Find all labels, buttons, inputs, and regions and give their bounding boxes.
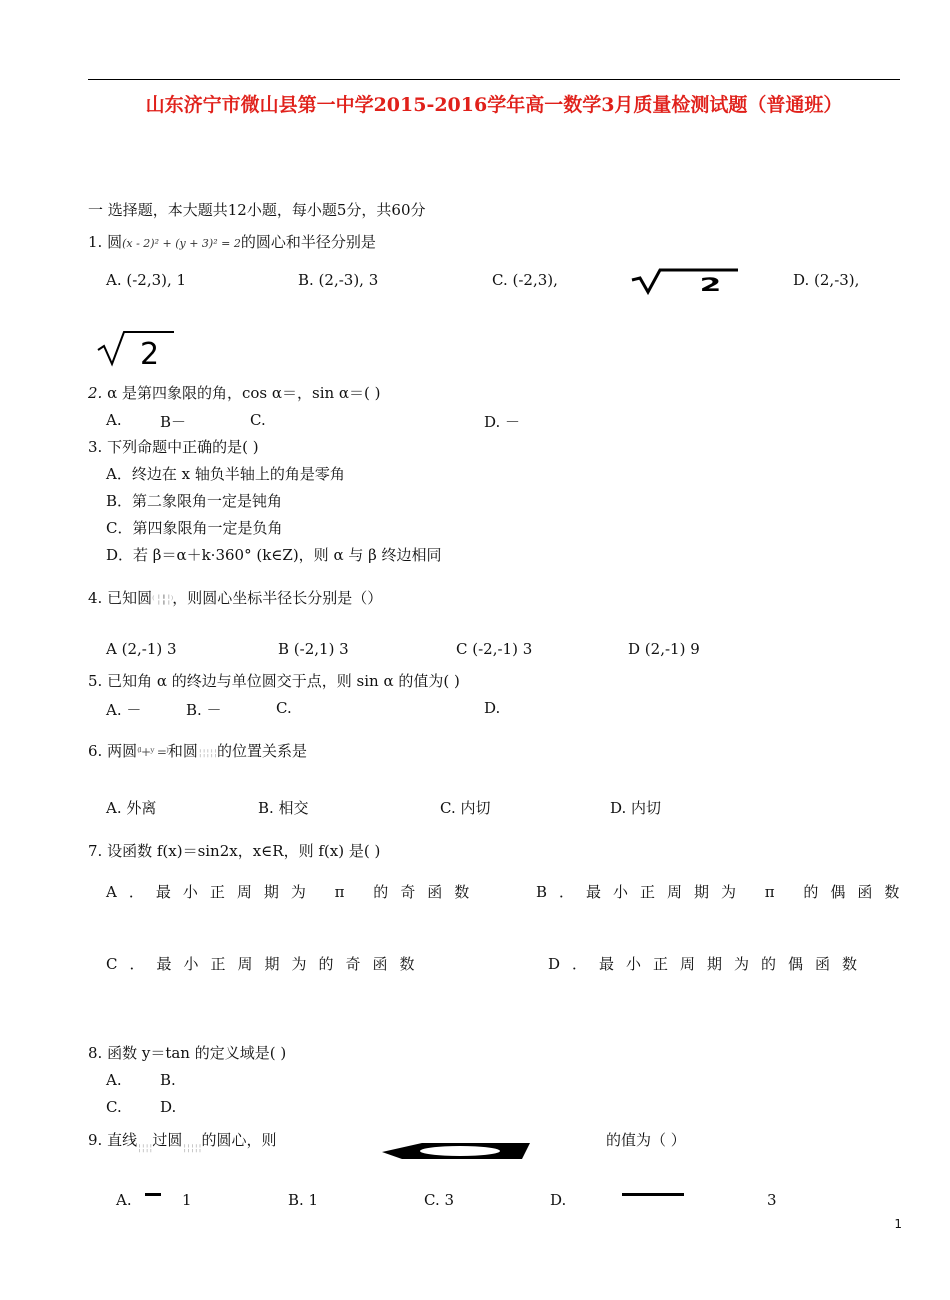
q9-option-b: B. 1 bbox=[288, 1191, 319, 1209]
q7-option-d: D．最小正周期为的偶函数 bbox=[548, 955, 870, 973]
q1-formula: (x - 2)² + (y + 3)² = 2 bbox=[122, 237, 241, 250]
q1-prefix: 1. 圆 bbox=[88, 233, 123, 251]
q6-middle: 和圆 bbox=[167, 742, 198, 760]
q5-option-c: C. bbox=[276, 699, 292, 717]
section-heading: 一 选择题，本大题共12小题，每小题5分，共60分 bbox=[88, 201, 426, 219]
q8-option-d: D. bbox=[160, 1098, 177, 1116]
q7-option-c: C．最小正周期为的奇函数 bbox=[106, 955, 427, 973]
q9-prefix: 9. 直线 bbox=[88, 1131, 138, 1149]
question-1 bbox=[88, 232, 376, 254]
q4-prefix: 4. 已知圆 bbox=[88, 589, 153, 607]
q6-prefix: 6. 两圆 bbox=[88, 742, 138, 760]
q4-option-c: C (-2,-1) 3 bbox=[456, 640, 533, 658]
q1-option-b: B. (2,-3), 3 bbox=[298, 271, 379, 289]
q7-option-b: B．最小正周期为 π 的偶函数 bbox=[536, 883, 912, 901]
q9-middle: 过圆 bbox=[152, 1131, 183, 1149]
q4-suffix: ，则圆心坐标半径长分别是（） bbox=[172, 589, 383, 607]
q1-option-d: D. (2,-3), bbox=[793, 271, 860, 289]
svg-text:2: 2 bbox=[140, 337, 160, 368]
q6-formula-image-1: ⁽ˡ+ʸ =⁾ bbox=[137, 745, 168, 759]
page-title: 山东济宁市微山县第一中学2015-2016学年高一数学3月质量检测试题（普通班） bbox=[145, 94, 843, 116]
q8-option-b: B. bbox=[160, 1071, 176, 1089]
question-5: 5. 已知角 α 的终边与单位圆交于点，则 sin α 的值为( ) bbox=[88, 672, 460, 690]
q2-option-d: D. － bbox=[484, 413, 521, 431]
question-3: 3. 下列命题中正确的是( ) bbox=[88, 438, 259, 456]
question-6 bbox=[88, 741, 307, 764]
q5-option-d: D. bbox=[484, 699, 501, 717]
q9-formula-image-1: ╎╎╎╎ bbox=[137, 1144, 153, 1153]
question-9 bbox=[88, 1130, 276, 1159]
q8-option-c: C. bbox=[106, 1098, 122, 1116]
sqrt2-image-d bbox=[96, 328, 176, 368]
q9-formula-image-3 bbox=[382, 1140, 532, 1162]
q4-option-b: B (-2,1) 3 bbox=[278, 640, 349, 658]
question-4 bbox=[88, 588, 382, 611]
q9-option-a-value: 1 bbox=[182, 1191, 192, 1209]
q9-option-d-value: 3 bbox=[767, 1191, 777, 1209]
q2-option-b: B－ bbox=[160, 413, 187, 431]
q6-option-a: A. 外离 bbox=[106, 799, 157, 817]
minus-sign-image bbox=[145, 1193, 161, 1196]
q3-option-c: C．第四象限角一定是负角 bbox=[106, 519, 283, 537]
question-7: 7. 设函数 f(x)＝sin2x，x∈R，则 f(x) 是( ) bbox=[88, 842, 381, 860]
q4-option-a: A (2,-1) 3 bbox=[106, 640, 177, 658]
q5-option-b: B. － bbox=[186, 701, 222, 719]
q6-option-d: D. 内切 bbox=[610, 799, 662, 817]
q7-option-a: A．最小正周期为 π 的奇函数 bbox=[106, 883, 482, 901]
q4-formula-image: ⁽ ╎╏╎⁾ bbox=[152, 595, 173, 606]
q3-option-a: A．终边在 x 轴负半轴上的角是零角 bbox=[106, 465, 345, 483]
sqrt2-image-c bbox=[630, 266, 740, 296]
q9-option-a: A. bbox=[116, 1191, 132, 1209]
q9-tail: 的值为（ ） bbox=[606, 1131, 686, 1149]
q6-option-b: B. 相交 bbox=[258, 799, 309, 817]
q6-formula-image-2: ╎╎╎╎╎ bbox=[197, 749, 218, 758]
q2-number: 2. bbox=[88, 384, 103, 402]
q4-option-d: D (2,-1) 9 bbox=[628, 640, 700, 658]
q9-formula-image-2: ╎╎╎╎╎ bbox=[182, 1144, 202, 1153]
top-rule bbox=[88, 79, 900, 80]
q1-suffix: 的圆心和半径分别是 bbox=[240, 233, 376, 251]
q3-option-d: D．若 β＝α＋k·360° (k∈Z)，则 α 与 β 终边相同 bbox=[106, 546, 442, 564]
q9-option-c: C. 3 bbox=[424, 1191, 455, 1209]
q2-option-c: C. bbox=[250, 411, 266, 429]
q8-option-a: A. bbox=[106, 1071, 122, 1089]
q1-option-a: A. (-2,3), 1 bbox=[106, 271, 187, 289]
question-2 bbox=[88, 383, 381, 403]
q2-stem: α 是第四象限的角，cos α＝，sin α＝( ) bbox=[102, 384, 381, 402]
q9-suffix: 的圆心，则 bbox=[201, 1131, 277, 1149]
q1-option-c: C. (-2,3), bbox=[492, 271, 558, 289]
q6-suffix: 的位置关系是 bbox=[217, 742, 308, 760]
svg-text:2: 2 bbox=[699, 274, 722, 296]
q5-option-a: A. － bbox=[106, 701, 142, 719]
page-number: 1 bbox=[894, 1217, 902, 1231]
q6-option-c: C. 内切 bbox=[440, 799, 491, 817]
question-8: 8. 函数 y＝tan 的定义域是( ) bbox=[88, 1044, 287, 1062]
q9-option-d: D. bbox=[550, 1191, 567, 1209]
q2-option-a: A. bbox=[106, 411, 122, 429]
minus-bar-image bbox=[622, 1193, 684, 1196]
q3-option-b: B．第二象限角一定是钝角 bbox=[106, 492, 283, 510]
